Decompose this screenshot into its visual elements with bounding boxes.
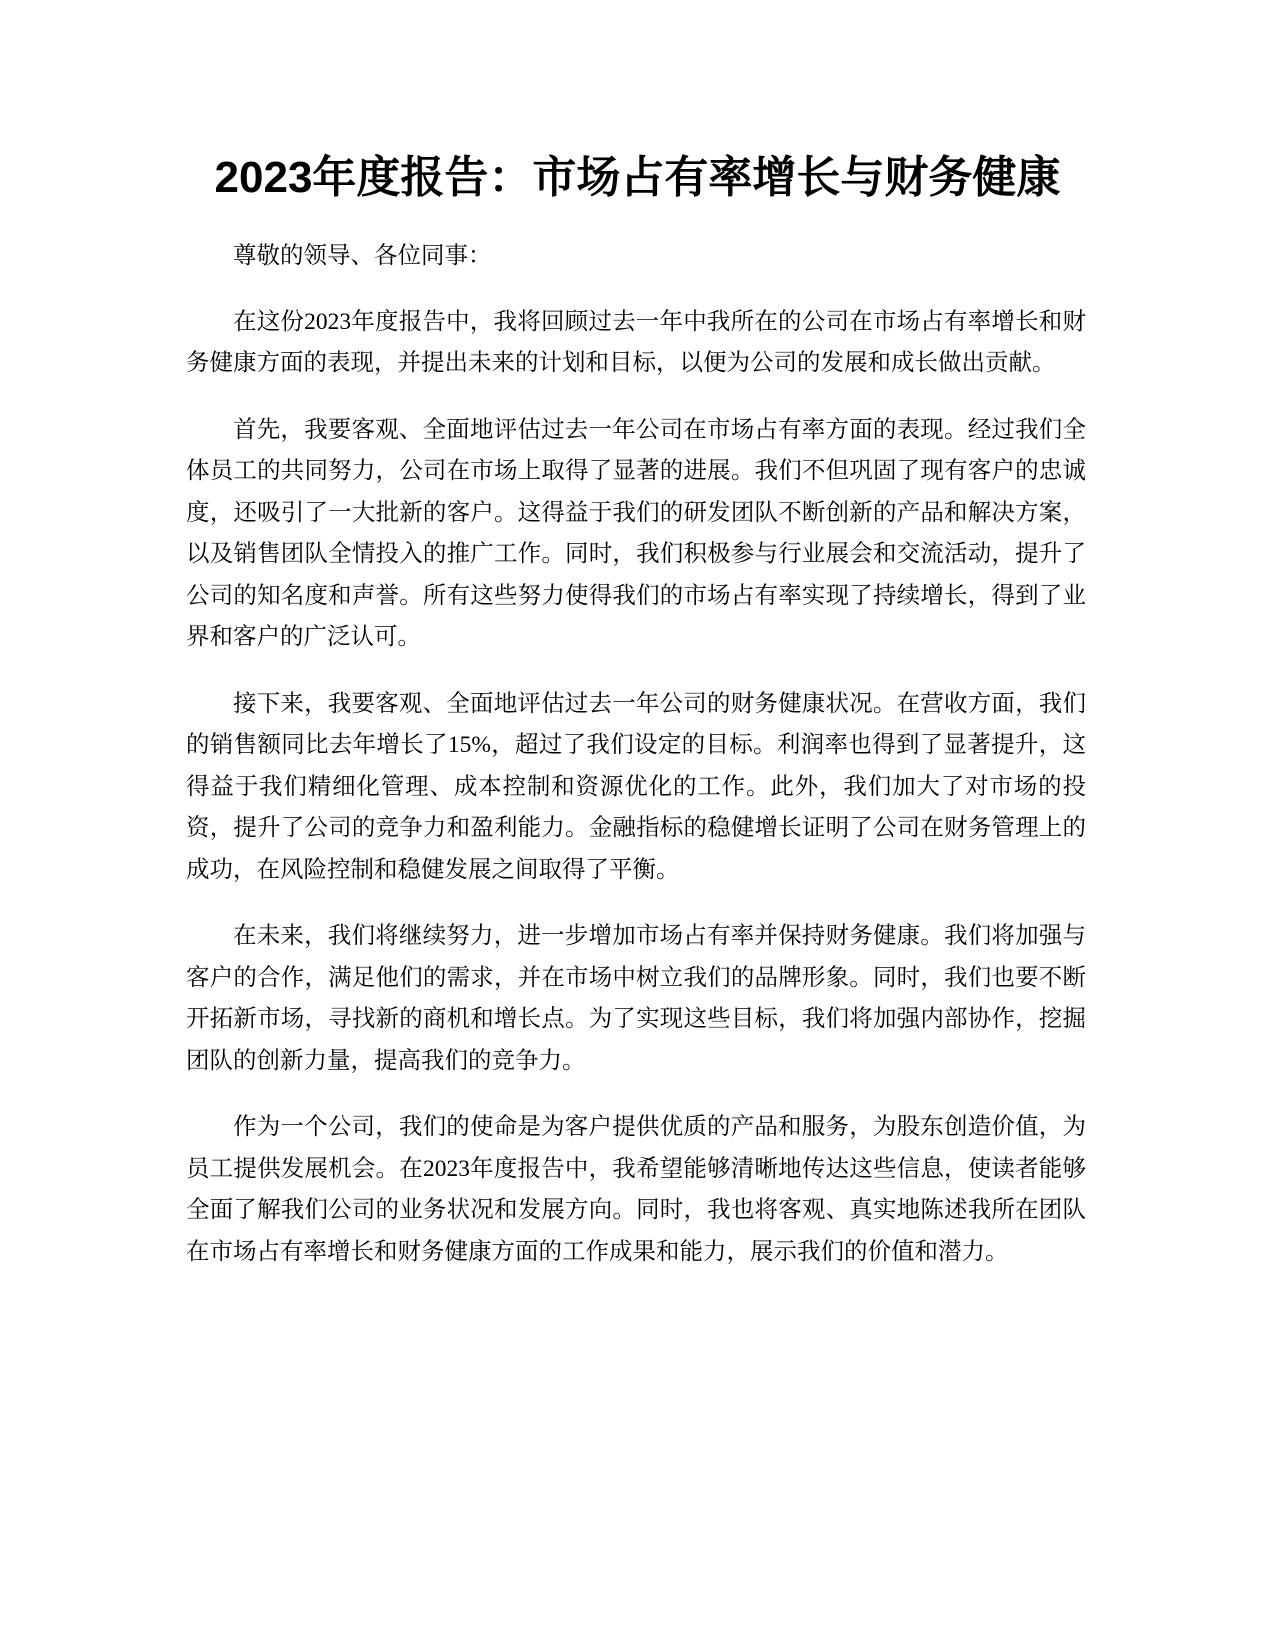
paragraph-future-plans: 在未来，我们将继续努力，进一步增加市场占有率并保持财务健康。我们将加强与客户的合作，满足他们的需求，并在市场中树立我们的品牌形象。同时，我们也要不断开拓新市场，寻找新的商机和增长点。为了实现这些目标，我们将加强内部协作，挖掘团队的创新力量，提高我们的竞争力。 [186,923,1086,1074]
document-title: 2023年度报告：市场占有率增长与财务健康 [214,153,1061,202]
paragraph-mission: 作为一个公司，我们的使命是为客户提供优质的产品和服务，为股东创造价值，为员工提供发展机会。在2023年度报告中，我希望能够清晰地传达这些信息，使读者能够全面了解我们公司的业务状况和发展方向。同时，我也将客观、真实地陈述我所在团队在市场占有率增长和财务健康方面的工作成果和能力，展示我们的价值和潜力。 [186,1114,1086,1265]
paragraph-intro: 在这份2023年度报告中，我将回顾过去一年中我所在的公司在市场占有率增长和财务健康方面的表现，并提出未来的计划和目标，以便为公司的发展和成长做出贡献。 [186,308,1086,376]
paragraph-financial-health: 接下来，我要客观、全面地评估过去一年公司的财务健康状况。在营收方面，我们的销售额同比去年增长了15%，超过了我们设定的目标。利润率也得到了显著提升，这得益于我们精细化管理、成本控制和资源优化的工作。此外，我们加大了对市场的投资，提升了公司的竞争力和盈利能力。金融指标的稳健增长证明了公司在财务管理上的成功，在风险控制和稳健发展之间取得了平衡。 [186,690,1086,883]
salutation: 尊敬的领导、各位同事： [233,243,492,269]
document-body [186,236,1086,1298]
paragraph-market-share: 首先，我要客观、全面地评估过去一年公司在市场占有率方面的表现。经过我们全体员工的共同努力，公司在市场上取得了显著的进展。我们不但巩固了现有客户的忠诚度，还吸引了一大批新的客户。这得益于我们的研发团队不断创新的产品和解决方案，以及销售团队全情投入的推广工作。同时，我们积极参与行业展会和交流活动，提升了公司的知名度和声誉。所有这些努力使得我们的市场占有率实现了持续增长，得到了业界和客户的广泛认可。 [186,416,1086,650]
